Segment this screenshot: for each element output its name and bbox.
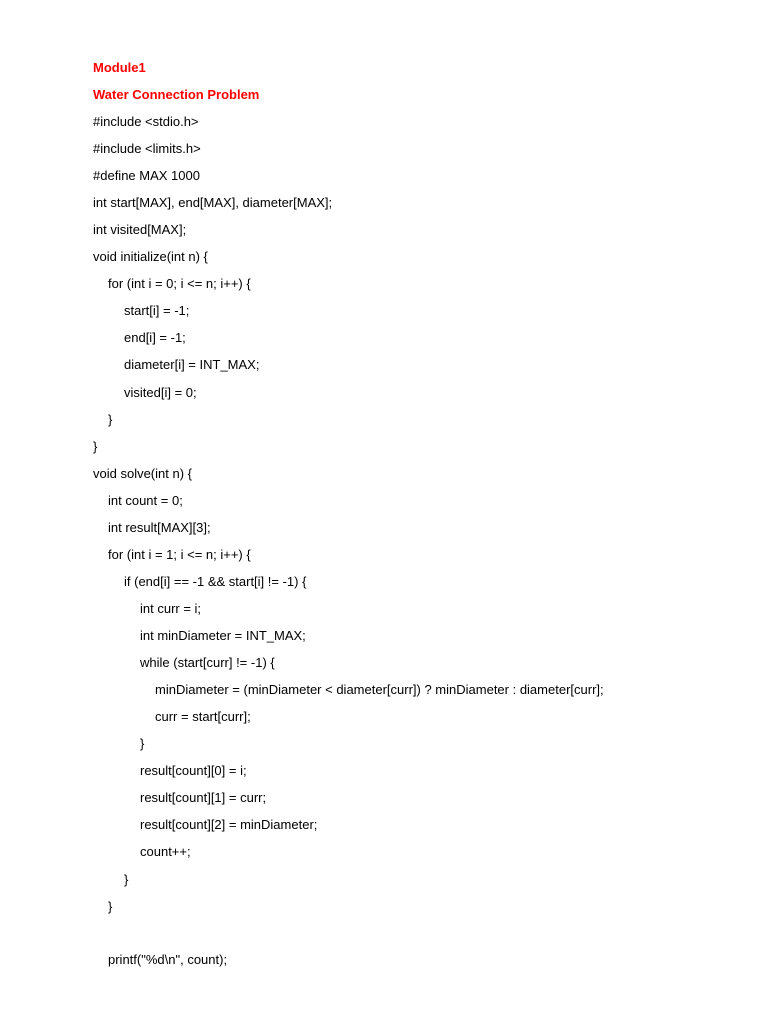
code-line: count++;: [140, 844, 191, 859]
code-line: end[i] = -1;: [124, 330, 186, 345]
code-line: void initialize(int n) {: [93, 249, 208, 264]
code-line: result[count][2] = minDiameter;: [140, 817, 318, 832]
code-line: }: [93, 439, 98, 454]
module-title: Module1: [93, 60, 146, 75]
code-line: #define MAX 1000: [93, 168, 200, 183]
code-line: if (end[i] == -1 && start[i] != -1) {: [124, 574, 307, 589]
code-line: #include <stdio.h>: [93, 114, 199, 129]
code-line: }: [108, 899, 113, 914]
code-line: void solve(int n) {: [93, 466, 192, 481]
code-line: start[i] = -1;: [124, 303, 190, 318]
code-line: result[count][1] = curr;: [140, 790, 267, 805]
code-line: int minDiameter = INT_MAX;: [140, 628, 306, 643]
code-line: int start[MAX], end[MAX], diameter[MAX];: [93, 195, 333, 210]
code-line: int curr = i;: [140, 601, 202, 616]
code-line: visited[i] = 0;: [124, 385, 197, 400]
code-line: int visited[MAX];: [93, 222, 187, 237]
code-line: while (start[curr] != -1) {: [140, 655, 275, 670]
code-line: curr = start[curr];: [155, 709, 251, 724]
code-line: #include <limits.h>: [93, 141, 201, 156]
code-line: result[count][0] = i;: [140, 763, 247, 778]
code-line: for (int i = 0; i <= n; i++) {: [108, 276, 251, 291]
code-line: minDiameter = (minDiameter < diameter[curr]) ? minDiameter : diameter[curr];: [155, 682, 604, 697]
code-line: for (int i = 1; i <= n; i++) {: [108, 547, 251, 562]
problem-title: Water Connection Problem: [93, 87, 260, 102]
code-line: printf("%d\n", count);: [108, 952, 228, 967]
code-line: int result[MAX][3];: [108, 520, 211, 535]
code-line: }: [124, 872, 129, 887]
code-line: }: [108, 412, 113, 427]
code-line: int count = 0;: [108, 493, 183, 508]
code-line: diameter[i] = INT_MAX;: [124, 357, 260, 372]
code-line: }: [140, 736, 145, 751]
